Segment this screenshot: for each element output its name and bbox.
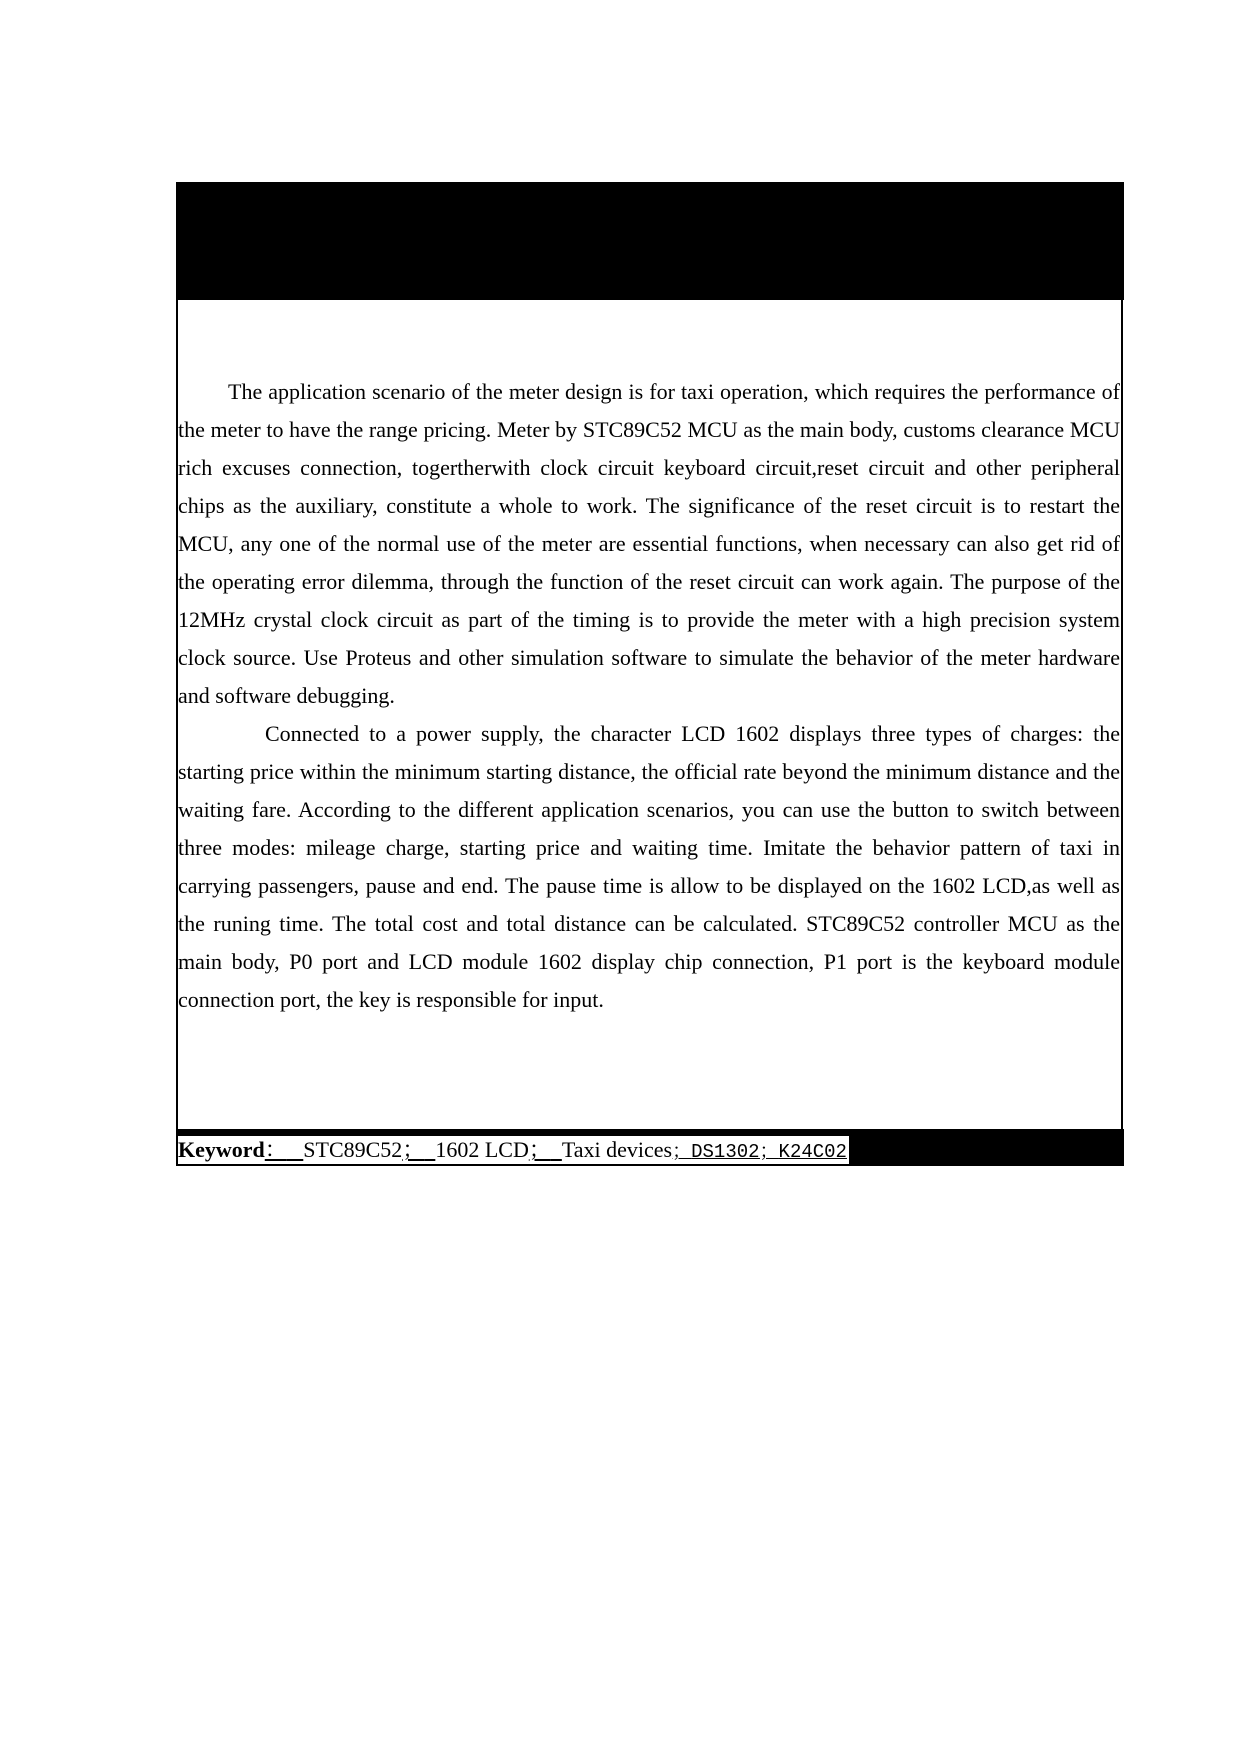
keyword-item: DS1302 — [691, 1141, 760, 1163]
keyword-item: K24C02 — [778, 1141, 847, 1163]
keyword-gap — [551, 1137, 562, 1162]
keyword-separator: ； — [528, 1137, 551, 1162]
keyword-item: 1602 LCD — [435, 1137, 529, 1162]
abstract-frame — [176, 182, 1124, 1166]
keyword-separator: ； — [402, 1137, 425, 1162]
keyword-separator: ； — [759, 1141, 779, 1163]
keywords-gap — [287, 1137, 304, 1162]
abstract-body — [178, 373, 1120, 1019]
abstract-paragraph-2: Connected to a power supply, the character LCD 1602 displays three types of charges: the starting price within the minimum starting distance, the official rate beyond the minimum distance and the waiting fare. According to the different application scenarios, you can use the button to switch between three modes: mileage charge, starting price and waiting time. Imitate the behavior pattern of taxi in carrying passengers, pause and end. The pause time is allow to be displayed on the 1602 LCD,as well as the runing time. The total cost and total distance can be calculated. STC89C52 controller MCU as the main body, P0 port and LCD module 1602 display chip connection, P1 port is the keyboard module connection port, the key is responsible for input. — [178, 721, 1120, 1012]
keyword-gap — [424, 1137, 435, 1162]
keywords-line — [178, 1136, 849, 1164]
frame-right-border — [1121, 300, 1123, 1130]
keyword-separator: ； — [672, 1141, 692, 1163]
keyword-item: Taxi devices — [561, 1137, 673, 1162]
redacted-title-bar — [176, 182, 1124, 300]
keywords-label: Keyword — [178, 1137, 265, 1162]
abstract-paragraph-1: The application scenario of the meter design is for taxi operation, which requires the performance of the meter to have the range pricing. Meter by STC89C52 MCU as the main body, customs clearance MCU rich excuses connection, togertherwith clock circuit keyboard circuit,reset circuit and other peripheral chips as the auxiliary, constitute a whole to work. The significance of the reset circuit is to restart the MCU, any one of the normal use of the meter are essential functions, when necessary can also get rid of the operating error dilemma, through the function of the reset circuit can work again. The purpose of the 12MHz crystal clock circuit as part of the timing is to provide the meter with a high precision system clock source. Use Proteus and other simulation software to simulate the behavior of the meter hardware and software debugging. — [178, 379, 1120, 708]
keywords-colon: ： — [264, 1137, 287, 1162]
keyword-item: STC89C52 — [303, 1137, 403, 1162]
